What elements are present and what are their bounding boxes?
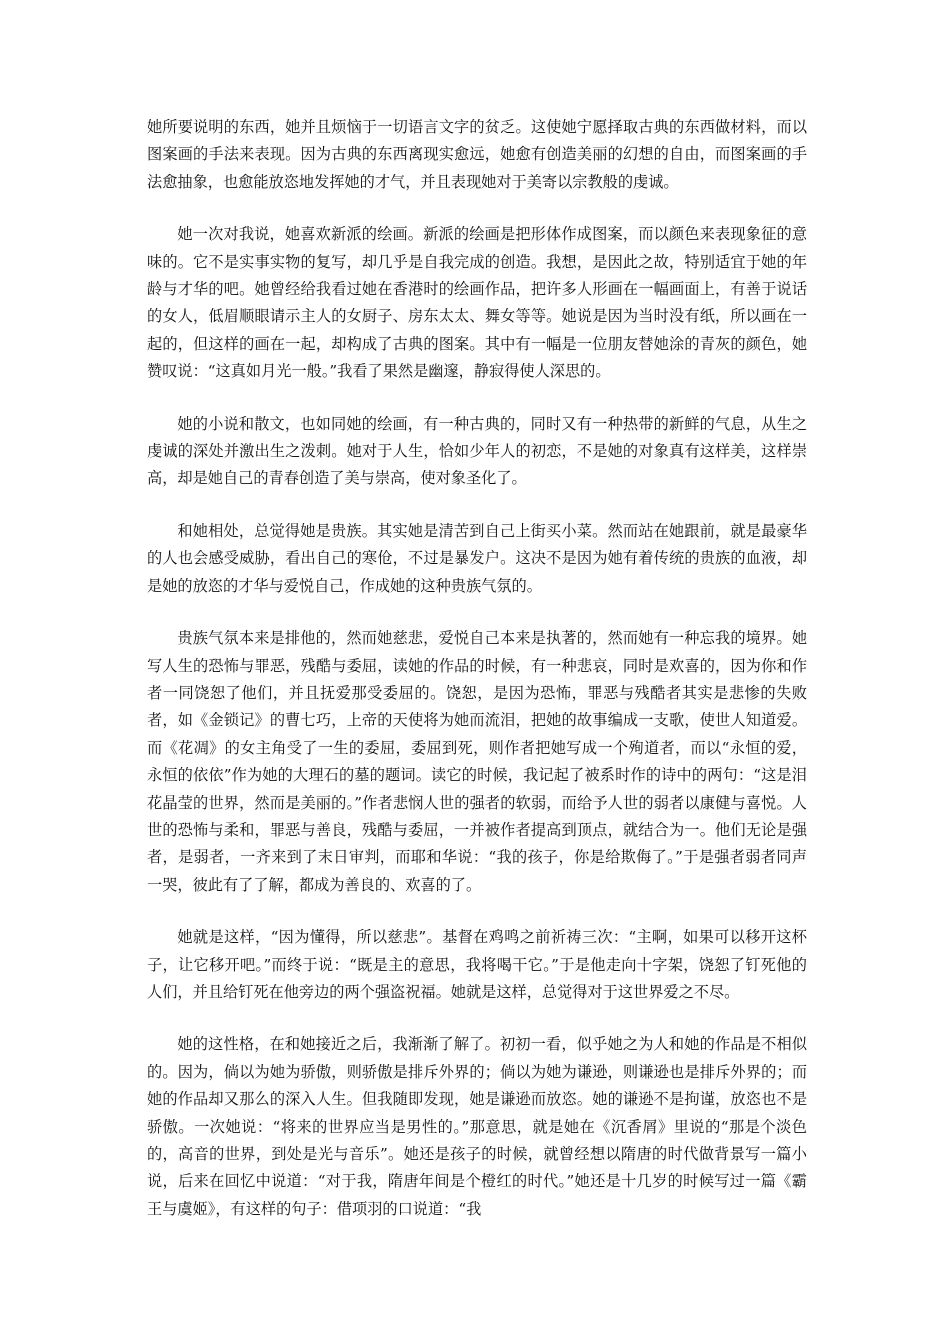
paragraph-1: 她所要说明的东西，她并且烦恼于一切语言文字的贫乏。这使她宁愿择取古典的东西做材料，而以图案画的手法来表现。因为古典的东西离现实愈远，她愈有创造美丽的幻想的自由，而图案画的手法愈抽象，也愈能放恣地发挥她的才气，并且表现她对于美寄以宗教般的虔诚。	[147, 118, 807, 191]
document-body	[147, 114, 807, 1248]
paragraph-5: 贵族气氛本来是排他的，然而她慈悲，爱悦自己本来是执著的，然而她有一种忘我的境界。她写人生的恐怖与罪恶，残酷与委屈，读她的作品的时候，有一种悲哀，同时是欢喜的，因为你和作者一同饶恕了他们，并且抚爱那受委屈的。饶恕，是因为恐怖，罪恶与残酷者其实是悲惨的失败者，如《金锁记》的曹七巧，上帝的天使将为她而流泪，把她的故事编成一支歌，使世人知道爱。而《花凋》的女主角受了一生的委屈，委屈到死，则作者把她写成一个殉道者，而以“永恒的爱，永恒的依依”作为她的大理石的墓的题词。读它的时候，我记起了被系时作的诗中的两句：“这是泪花晶莹的世界，然而是美丽的。”作者悲悯人世的强者的软弱，而给予人世的弱者以康健与喜悦。人世的恐怖与柔和，罪恶与善良，残酷与委屈，一并被作者提高到顶点，就结合为一。他们无论是强者，是弱者，一齐来到了末日审判，而耶和华说：“我的孩子，你是给欺侮了。”于是强者弱者同声一哭，彼此有了了解，都成为善良的、欢喜的了。	[147, 629, 807, 894]
paragraph-3: 她的小说和散文，也如同她的绘画，有一种古典的，同时又有一种热带的新鲜的气息，从生之虔诚的深处并激出生之泼刺。她对于人生，恰如少年人的初恋，不是她的对象真有这样美，这样崇高，却是她自己的青春创造了美与崇高，使对象圣化了。	[147, 414, 807, 488]
paragraph-7: 她的这性格，在和她接近之后，我渐渐了解了。初初一看，似乎她之为人和她的作品是不相似的。因为，倘以为她为骄傲，则骄傲是排斥外界的；倘以为她为谦逊，则谦逊也是排斥外界的；而她的作品却又那么的深入人生。但我随即发现，她是谦逊而放恣。她的谦逊不是拘谨，放恣也不是骄傲。一次她说：“将来的世界应当是男性的。”那意思，就是她在《沉香屑》里说的“那是个淡色的，高音的世界，到处是光与音乐”。她还是孩子的时候，就曾经想以隋唐的时代做背景写一篇小说，后来在回忆中说道：“对于我，隋唐年间是个橙红的时代。”她还是十几岁的时候写过一篇《霸王与虞姬》，有这样的句子：借项羽的口说道：“我	[147, 1035, 807, 1218]
paragraph-4: 和她相处，总觉得她是贵族。其实她是清苦到自己上街买小菜。然而站在她跟前，就是最豪华的人也会感受威胁，看出自己的寒伧，不过是暴发户。这决不是因为她有着传统的贵族的血液，却是她的放恣的才华与爱悦自己，作成她的这种贵族气氛的。	[147, 521, 807, 595]
paragraph-6: 她就是这样，“因为懂得，所以慈悲”。基督在鸡鸣之前祈祷三次：“主啊，如果可以移开这杯子，让它移开吧。”而终于说：“既是主的意思，我将喝干它。”于是他走向十字架，饶恕了钉死他的人们，并且给钉死在他旁边的两个强盗祝福。她就是这样，总觉得对于这世界爱之不尽。	[147, 928, 807, 1001]
paragraph-2: 她一次对我说，她喜欢新派的绘画。新派的绘画是把形体作成图案，而以颜色来表现象征的意味的。它不是实事实物的复写，却几乎是自我完成的创造。我想，是因此之故，特别适宜于她的年龄与才华的吧。她曾经给我看过她在香港时的绘画作品，把许多人形画在一幅画面上，有善于说话的女人，低眉顺眼请示主人的女厨子、房东太太、舞女等等。她说是因为当时没有纸，所以画在一起的，但这样的画在一起，却构成了古典的图案。其中有一幅是一位朋友替她涂的青灰的颜色，她赞叹说：“这真如月光一般。”我看了果然是幽邃，静寂得使人深思的。	[147, 225, 807, 381]
